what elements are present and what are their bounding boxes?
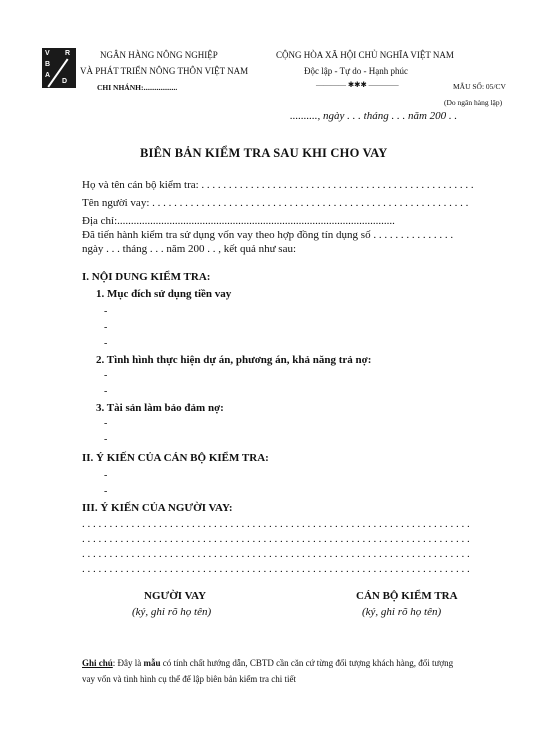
footnote-rest: có tính chất hướng dẫn, CBTD cần căn cứ từng đối tượng khách hàng, đối tượng	[160, 658, 454, 668]
bank-name-line1: NGÂN HÀNG NÔNG NGHIỆP	[100, 50, 218, 60]
section-1-2-heading: 2. Tình hình thực hiện dự án, phương án, khả năng trả nợ:	[96, 354, 372, 366]
branch-line: CHI NHÁNH:..................	[97, 83, 178, 92]
section-1-3-heading: 3. Tài sản làm bảo đảm nợ:	[96, 402, 224, 414]
dash-item: -	[104, 386, 108, 397]
footnote-label: Ghi chú	[82, 658, 113, 668]
country-name: CỘNG HÒA XÃ HỘI CHỦ NGHĨA VIỆT NAM	[276, 50, 454, 60]
bank-name-line2: VÀ PHÁT TRIỂN NÔNG THÔN VIỆT NAM	[80, 66, 249, 76]
intro-line2: ngày . . . tháng . . . năm 200 . . , kết quả như sau:	[82, 243, 297, 255]
dash-item: -	[104, 434, 108, 445]
inspector-signature-title: CÁN BỘ KIỂM TRA	[356, 590, 458, 602]
dotted-line: . . . . . . . . . . . . . . . . . . . . . . . . . . . . . . . . . . . . . . . . . . . . . . . . . . . . . . . . . . . . . . . . . . . . . . .	[82, 548, 470, 560]
borrower-field: Tên người vay: . . . . . . . . . . . . . . . . . . . . . . . . . . . . . . . . . . . . . . . . . . . . . . . . . . . . . . . . . .	[82, 197, 469, 209]
section-2-heading: II. Ý KIẾN CỦA CÁN BỘ KIỂM TRA:	[82, 452, 269, 464]
dash-item: -	[104, 470, 108, 481]
bank-logo	[42, 48, 76, 88]
dash-item: -	[104, 418, 108, 429]
dash-item: -	[104, 486, 108, 497]
inspector-signature-note: (ký, ghi rõ họ tên)	[362, 606, 442, 618]
logo-letter-v: V	[45, 50, 50, 57]
footnote-line2: vay vốn và tình hình cụ thể để lập biên bản kiểm tra chi tiết	[82, 674, 296, 684]
date-line: .........., ngày . . . tháng . . . năm 200 . .	[290, 110, 458, 122]
logo-letter-d: D	[62, 78, 68, 85]
borrower-signature-note: (ký, ghi rõ họ tên)	[132, 606, 212, 618]
inspector-field: Họ và tên cán bộ kiểm tra: . . . . . . . . . . . . . . . . . . . . . . . . . . . . . . . . . . . . . . . . . . . . . . . . . .	[82, 179, 474, 191]
borrower-signature-title: NGƯỜI VAY	[144, 590, 207, 602]
section-1-heading: I. NỘI DUNG KIỂM TRA:	[82, 271, 211, 283]
logo-letter-b: B	[45, 61, 51, 68]
stars-divider: ———— ✱✱✱ ————	[316, 80, 399, 89]
intro-line1: Đã tiến hành kiểm tra sử dụng vốn vay theo hợp đồng tín dụng số . . . . . . . . . . . . . . .	[82, 229, 454, 241]
dash-item: -	[104, 338, 108, 349]
footnote-colon: : Đây là	[112, 658, 144, 668]
dash-item: -	[104, 306, 108, 317]
dotted-line: . . . . . . . . . . . . . . . . . . . . . . . . . . . . . . . . . . . . . . . . . . . . . . . . . . . . . . . . . . . . . . . . . . . . . . .	[82, 518, 470, 530]
logo-letter-r: R	[65, 50, 71, 57]
section-3-heading: III. Ý KIẾN CỦA NGƯỜI VAY:	[82, 502, 233, 514]
section-1-1-heading: 1. Mục đích sử dụng tiền vay	[96, 288, 232, 300]
dash-item: -	[104, 322, 108, 333]
dash-item: -	[104, 370, 108, 381]
address-field: Địa chỉ:.....................................................................................................	[82, 215, 395, 227]
dotted-line: . . . . . . . . . . . . . . . . . . . . . . . . . . . . . . . . . . . . . . . . . . . . . . . . . . . . . . . . . . . . . . . . . . . . . . .	[82, 533, 470, 545]
form-number: MẪU SỐ: 05/CV	[453, 82, 506, 91]
dotted-line: . . . . . . . . . . . . . . . . . . . . . . . . . . . . . . . . . . . . . . . . . . . . . . . . . . . . . . . . . . . . . . . . . . . . . . .	[82, 563, 470, 575]
document-title: BIÊN BẢN KIỂM TRA SAU KHI CHO VAY	[140, 146, 388, 160]
footnote-line1	[82, 658, 453, 668]
logo-letter-a: A	[45, 72, 51, 79]
form-note: (Do ngân hàng lập)	[444, 98, 503, 107]
motto: Độc lập - Tự do - Hạnh phúc	[304, 66, 408, 76]
footnote-bold-word: mẫu	[143, 658, 161, 668]
